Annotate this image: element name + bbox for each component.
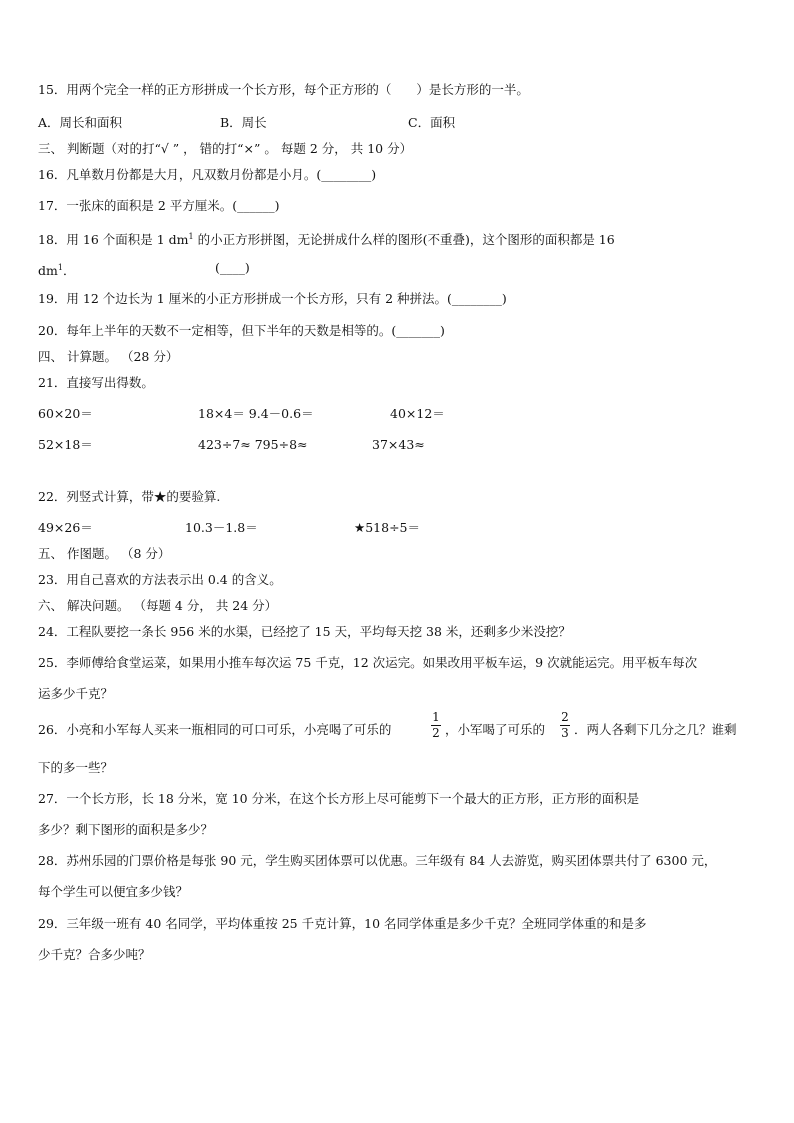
fraction-1-numerator: 1 [432, 710, 440, 724]
question-23: 23．用自己喜欢的方法表示出 0.4 的含义。 [38, 572, 282, 587]
question-18-line1 [38, 229, 615, 248]
q18-answer-blank: (____) [215, 260, 250, 275]
question-29-line2: 少千克？合多少吨？ [38, 947, 151, 962]
section-3-title: 三、 判断题（对的打“√ ” ， 错的打“×” 。 每题 2 分， 共 10 分） [38, 141, 413, 156]
q21-item-r2c2: 423÷7≈ 795÷8≈ [198, 437, 308, 452]
question-16: 16．凡单数月份都是大月，凡双数月份都是小月。(________) [38, 167, 377, 182]
fraction-one-half [430, 711, 442, 740]
question-25-line1: 25．李师傅给食堂运菜，如果用小推车每次运 75 千克，12 次运完。如果改用平板车运，9 次就能运完。用平板车每次 [38, 655, 698, 670]
question-28-line1: 28．苏州乐园的门票价格是每张 90 元，学生购买团体票可以优惠。三年级有 84 人去游览，购买团体票共付了 6300 元， [38, 853, 717, 868]
question-19: 19．用 12 个边长为 1 厘米的小正方形拼成一个长方形，只有 2 种拼法。(________) [38, 291, 507, 306]
q18-text-a: 18．用 16 个面积是 1 dm [38, 232, 189, 248]
q22-item-3: ★518÷5＝ [354, 520, 420, 535]
q18-text-b: 的小正方形拼图，无论拼成什么样的图形(不重叠)，这个图形的面积都是 16 [193, 232, 615, 248]
q21-item-r1c2: 18×4＝ 9.4－0.6＝ [198, 406, 314, 421]
fraction-2-numerator: 2 [561, 710, 569, 724]
question-28-line2: 每个学生可以便宜多少钱？ [38, 884, 189, 899]
question-18-line2 [38, 260, 75, 279]
q15-option-a: A．周长和面积 [38, 115, 123, 130]
q18-unit: dm [38, 263, 58, 279]
question-29-line1: 29．三年级一班有 40 名同学，平均体重按 25 千克计算，10 名同学体重是多少千克？全班同学体重的和是多 [38, 916, 647, 931]
question-26-part1: 26．小亮和小军每人买来一瓶相同的可口可乐，小亮喝了可乐的 [38, 722, 392, 737]
q21-item-r1c1: 60×20＝ [38, 406, 93, 421]
q21-item-r2c1: 52×18＝ [38, 437, 93, 452]
question-17: 17．一张床的面积是 2 平方厘米。(______) [38, 198, 280, 213]
q22-item-2: 10.3－1.8＝ [185, 520, 258, 535]
question-24: 24．工程队要挖一条长 956 米的水渠，已经挖了 15 天，平均每天挖 38 米，还剩多少米没挖？ [38, 624, 571, 639]
section-6-title: 六、 解决问题。 （每题 4 分， 共 24 分） [38, 598, 278, 613]
question-20: 20．每年上半年的天数不一定相等，但下半年的天数是相等的。(_______) [38, 323, 445, 338]
question-25-line2: 运多少千克？ [38, 686, 114, 701]
question-15-stem: 15．用两个完全一样的正方形拼成一个长方形，每个正方形的（ ）是长方形的一半。 [38, 82, 529, 97]
q21-item-r2c3: 37×43≈ [372, 437, 425, 452]
fraction-two-thirds [559, 711, 571, 740]
q15-option-b: B．周长 [220, 115, 267, 130]
fraction-1-denominator: 2 [432, 726, 440, 740]
q15-option-c: C．面积 [408, 115, 456, 130]
section-5-title: 五、 作图题。 （8 分） [38, 546, 171, 561]
section-4-title: 四、 计算题。 （28 分） [38, 349, 179, 364]
q18-superscript-2: 1 [57, 263, 63, 272]
question-26-part3: ．两人各剩下几分之几？谁剩 [574, 722, 737, 737]
q18-superscript-1: 1 [188, 232, 194, 241]
fraction-2-denominator: 3 [561, 726, 569, 740]
question-26-line2: 下的多一些？ [38, 760, 114, 775]
question-27-line2: 多少？剩下图形的面积是多少？ [38, 822, 214, 837]
q22-item-1: 49×26＝ [38, 520, 93, 535]
q18-period: ． [62, 263, 76, 279]
q21-item-r1c3: 40×12＝ [390, 406, 445, 421]
question-26-part2: ，小军喝了可乐的 [445, 722, 546, 737]
question-22-stem: 22．列竖式计算，带★的要验算. [38, 489, 221, 504]
question-27-line1: 27．一个长方形，长 18 分米，宽 10 分米，在这个长方形上尽可能剪下一个最大的正方形，正方形的面积是 [38, 791, 640, 806]
question-21-stem: 21．直接写出得数。 [38, 375, 154, 390]
